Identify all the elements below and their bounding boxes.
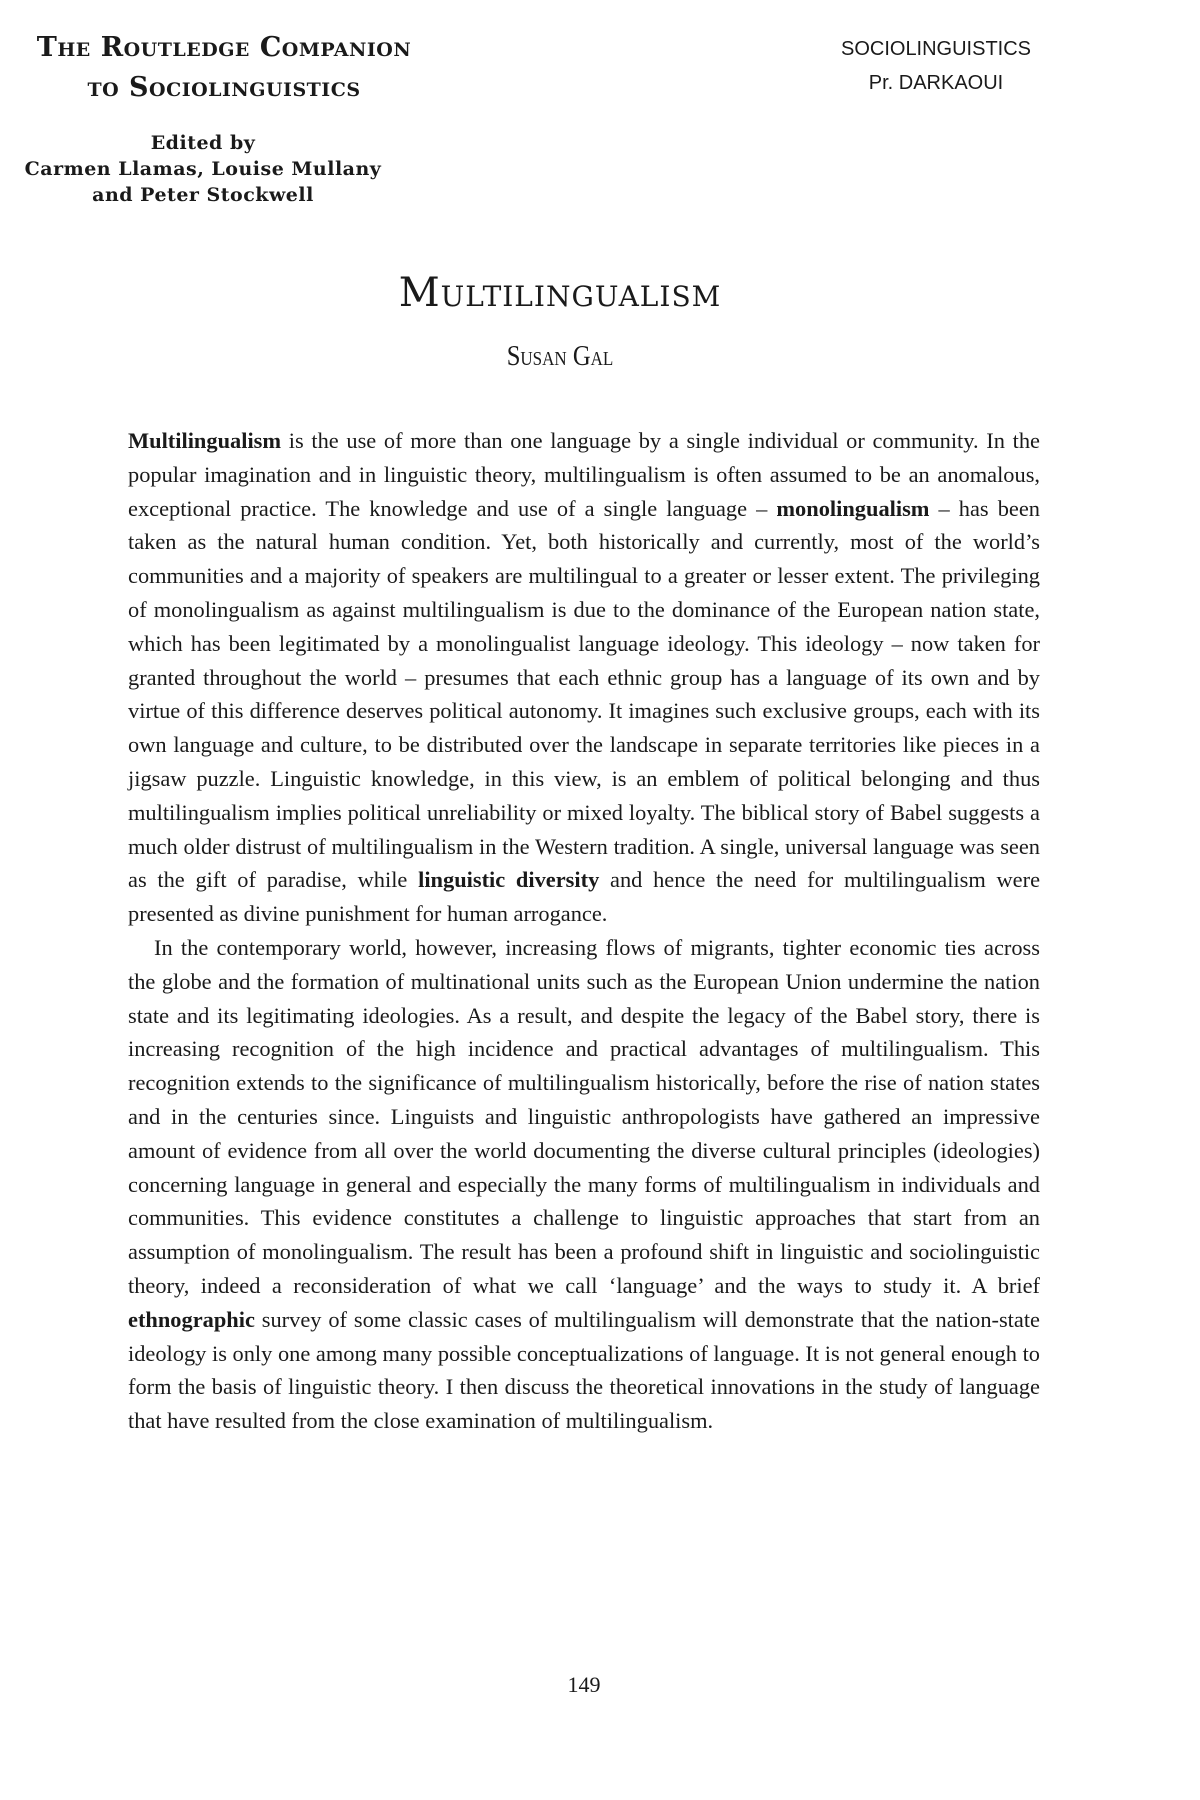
key-term: linguistic diversity — [418, 867, 600, 893]
editors-line-1: Carmen Llamas, Louise Mullany — [24, 158, 382, 180]
body-text — [128, 424, 1040, 1438]
editors-block — [14, 130, 392, 208]
book-title-line-1: The Routledge Companion — [36, 32, 412, 63]
key-term: Multilingualism — [128, 428, 282, 453]
editors-line-2: and Peter Stockwell — [92, 184, 314, 206]
book-title-line-2: to Sociolinguistics — [87, 72, 361, 103]
body-paragraph — [128, 424, 1040, 931]
instructor-name: Pr. DARKAOUI — [868, 72, 1004, 94]
body-paragraph — [128, 931, 1040, 1438]
course-info — [806, 32, 1066, 100]
paragraph-text: – has been taken as the natural human condition. Yet, both historically and currently, most of the world’s communities and a majority of speakers are multilingual to a greater or lesser extent. The privileging of monolingualism as against multilingualism is due to the dominance of the European nation state, which has been legitimated by a monolingualist language ideology. This ideology – now taken for granted throughout the world – presumes that each ethnic group has a language of its own and by virtue of this difference deserves political autonomy. It imagines such exclusive groups, each with its own language and culture, to be distributed over the landscape in separate territories like pieces in a jigsaw puzzle. Linguistic knowledge, in this view, is an emblem of political belonging and thus multilingualism implies political unreliability or mixed loyalty. The biblical story of Babel suggests a much older distrust of multilingualism in the Western tradition. A single, universal language was seen as the gift of paradise, while — [128, 495, 1040, 893]
course-name: SOCIOLINGUISTICS — [840, 38, 1032, 60]
page-number: 149 — [567, 1672, 601, 1697]
paragraph-text: is the use of more than one language by a single individual or community. In the popular imagination and in linguistic theory, multilingualism is often assumed to be an anomalous, exceptional practice. The knowledge and use of a single language – — [128, 428, 1040, 521]
edited-by-label: Edited by — [150, 132, 256, 154]
chapter-title: Multilingualism — [398, 270, 722, 316]
paragraph-text: survey of some classic cases of multilingualism will demonstrate that the nation-state ideology is only one among many possible conceptualizations of language. It is not general enough to form the basis of linguistic theory. I then discuss the theoretical innovations in the study of language that have resulted from the close examination of multilingualism. — [128, 1306, 1040, 1434]
key-term: monolingualism — [776, 495, 930, 521]
paragraph-text: In the contemporary world, however, increasing flows of migrants, tighter economic ties across the globe and the formation of multinational units such as the European Union undermine the nation state and its legitimating ideologies. As a result, and despite the legacy of the Babel story, there is increasing recognition of the high incidence and practical advantages of multilingualism. This recognition extends to the significance of multilingualism historically, before the rise of nation states and in the centuries since. Linguists and linguistic anthropologists have gathered an impressive amount of evidence from all over the world documenting the diverse cultural principles (ideologies) concerning language in general and especially the many forms of multilingualism in individuals and communities. This evidence constitutes a challenge to linguistic approaches that start from an assumption of monolingualism. The result has been a profound shift in linguistic and sociolinguistic theory, indeed a reconsideration of what we call ‘language’ and the ways to study it. A brief — [128, 934, 1040, 1298]
book-title — [14, 28, 434, 108]
chapter-author: Susan Gal — [506, 340, 614, 372]
key-term: ethnographic — [128, 1306, 255, 1332]
paragraph-text: and hence the need for multilingualism were presented as divine punishment for human arrogance. — [128, 867, 1041, 927]
